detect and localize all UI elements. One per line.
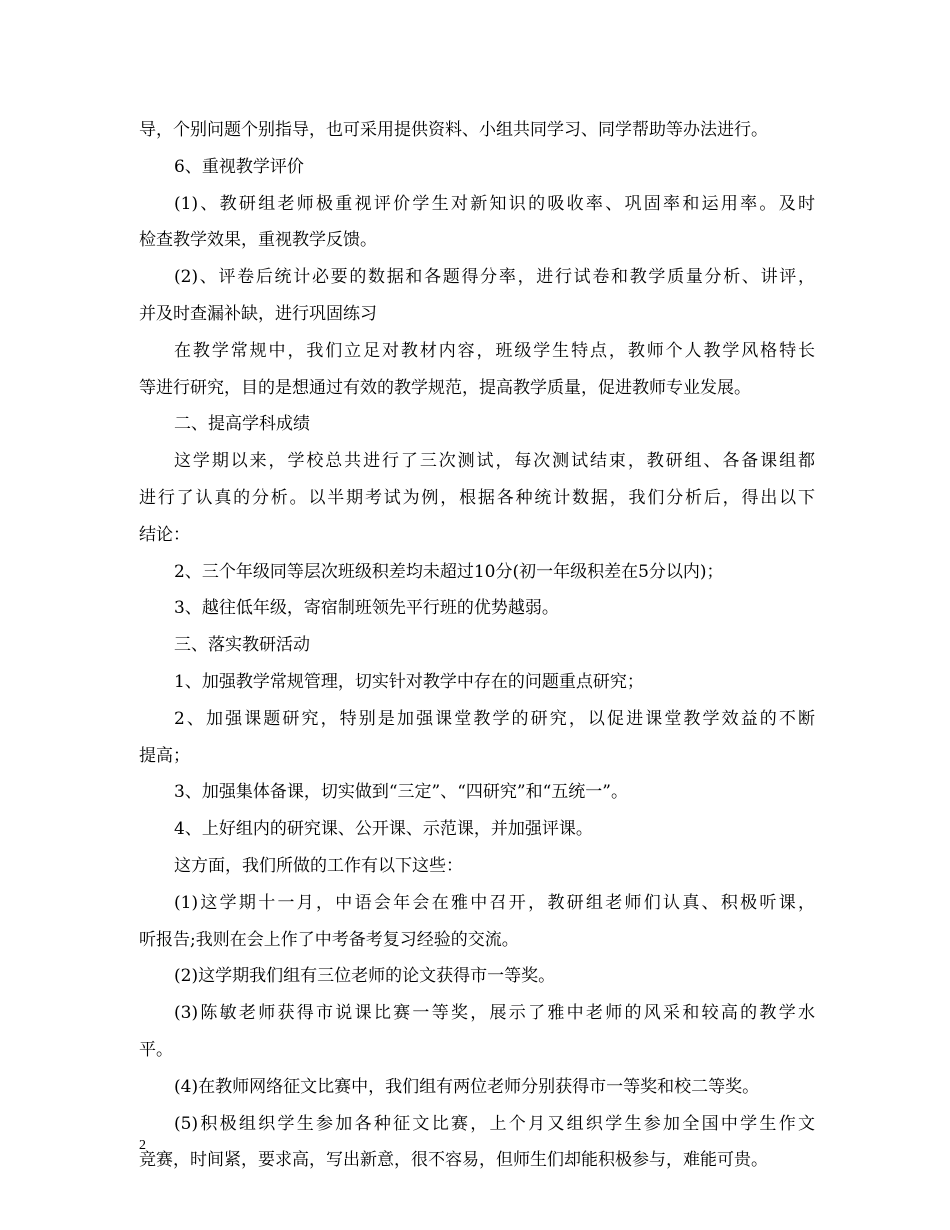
text-line: 平。 bbox=[139, 1039, 173, 1060]
text-line: 4、上好组内的研究课、公开课、示范课，并加强评课。 bbox=[174, 819, 593, 840]
text-line: (5)积极组织学生参加各种征文比赛，上个月又组织学生参加全国中学生作文 bbox=[174, 1113, 815, 1134]
text-line: 2、加强课题研究，特别是加强课堂教学的研究，以促进课堂教学效益的不断 bbox=[174, 708, 815, 729]
text-line: 等进行研究，目的是想通过有效的教学规范，提高教学质量，促进教师专业发展。 bbox=[139, 377, 751, 398]
document-body bbox=[139, 112, 815, 1179]
text-line: 这方面，我们所做的工作有以下这些： bbox=[174, 855, 463, 876]
text-line: (1)、教研组老师极重视评价学生对新知识的吸收率、巩固率和运用率。及时 bbox=[174, 193, 815, 214]
text-line: (4)在教师网络征文比赛中，我们组有两位老师分别获得市一等奖和校二等奖。 bbox=[174, 1076, 760, 1097]
text-line: 6、重视教学评价 bbox=[174, 156, 304, 177]
text-line: (3)陈敏老师获得市说课比赛一等奖，展示了雅中老师的风采和较高的教学水 bbox=[174, 1003, 815, 1024]
text-line: 听报告;我则在会上作了中考备考复习经验的交流。 bbox=[139, 929, 519, 950]
text-line: 2、三个年级同等层次班级积差均未超过10分(初一年级积差在5分以内)； bbox=[174, 561, 724, 582]
text-line: (1)这学期十一月，中语会年会在雅中召开，教研组老师们认真、积极听课， bbox=[174, 892, 815, 913]
text-line: 检查教学效果，重视教学反馈。 bbox=[139, 230, 377, 251]
text-line: 三、落实教研活动 bbox=[174, 635, 310, 656]
text-line: 在教学常规中，我们立足对教材内容，班级学生特点，教师个人教学风格特长 bbox=[174, 340, 815, 361]
text-line: 并及时查漏补缺，进行巩固练习 bbox=[139, 303, 377, 324]
text-line: 3、加强集体备课，切实做到“三定”、“四研究”和“五统一”。 bbox=[174, 782, 628, 803]
text-line: 导，个别问题个别指导，也可采用提供资料、小组共同学习、同学帮助等办法进行。 bbox=[139, 120, 768, 140]
page-number: 2 bbox=[139, 1138, 146, 1153]
text-line: 提高； bbox=[139, 745, 190, 766]
text-line: 进行了认真的分析。以半期考试为例，根据各种统计数据，我们分析后，得出以下 bbox=[139, 487, 815, 508]
text-line: 3、越往低年级，寄宿制班领先平行班的优势越弱。 bbox=[174, 598, 559, 619]
text-line: 竞赛，时间紧，要求高，写出新意，很不容易，但师生们却能积极参与，难能可贵。 bbox=[139, 1150, 768, 1171]
text-line: 这学期以来，学校总共进行了三次测试，每次测试结束，教研组、各备课组都 bbox=[174, 451, 815, 472]
text-line: 二、提高学科成绩 bbox=[174, 414, 310, 435]
text-line: (2)这学期我们组有三位老师的论文获得市一等奖。 bbox=[174, 966, 556, 987]
text-line: (2)、评卷后统计必要的数据和各题得分率，进行试卷和教学质量分析、讲评， bbox=[174, 267, 815, 288]
text-line: 结论： bbox=[139, 524, 190, 545]
text-line: 1、加强教学常规管理，切实针对教学中存在的问题重点研究； bbox=[174, 671, 644, 692]
